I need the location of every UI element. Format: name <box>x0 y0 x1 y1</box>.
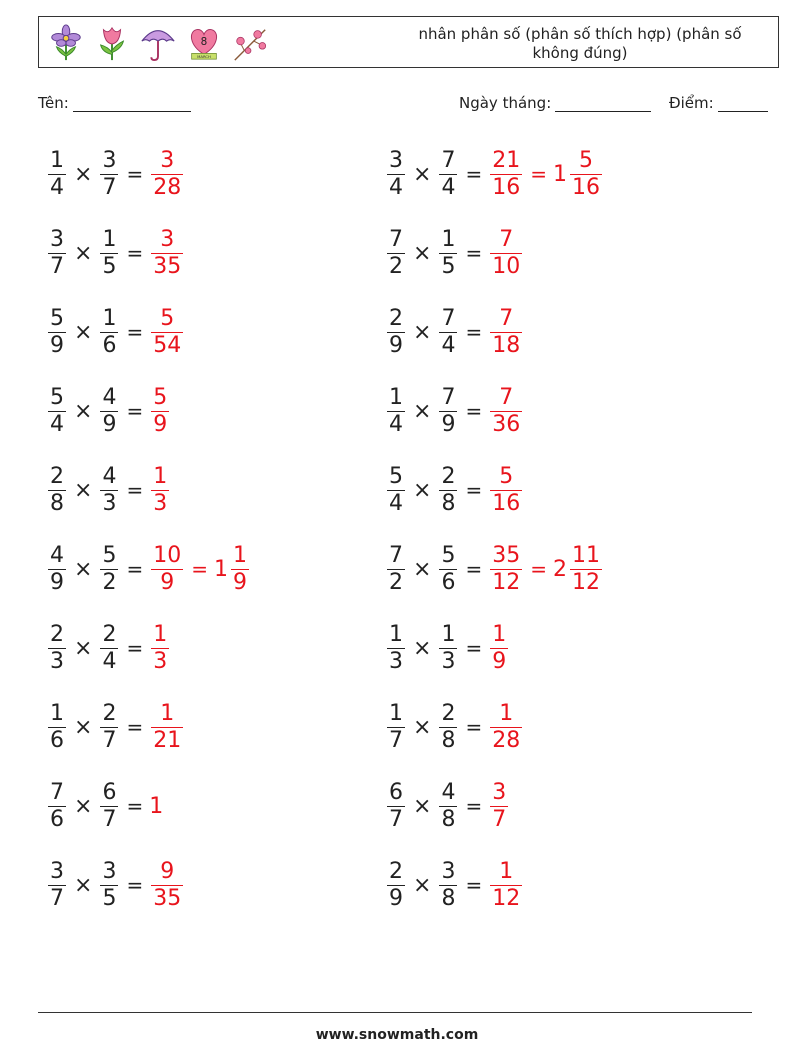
problem-6 <box>385 297 524 367</box>
fraction <box>439 306 457 359</box>
numerator: 1 <box>50 147 64 173</box>
answer <box>488 701 524 754</box>
equals-sign: = <box>465 399 483 423</box>
answer <box>149 385 171 438</box>
denominator: 16 <box>492 490 521 516</box>
times-sign: × <box>413 635 432 661</box>
answer <box>149 306 185 359</box>
numerator: 4 <box>102 463 117 489</box>
numerator: 1 <box>499 858 514 884</box>
answer <box>149 794 164 819</box>
times-sign: × <box>74 872 93 898</box>
denominator: 7 <box>50 253 64 279</box>
denominator: 4 <box>50 411 64 437</box>
numerator: 5 <box>50 384 64 410</box>
fraction <box>100 543 118 596</box>
fraction <box>48 148 66 201</box>
denominator: 5 <box>441 253 456 279</box>
denominator: 18 <box>492 332 521 358</box>
numerator: 5 <box>499 463 514 489</box>
numerator: 21 <box>492 147 521 173</box>
equals-sign: = <box>126 241 144 265</box>
problem-17 <box>46 771 164 841</box>
times-sign: × <box>74 635 93 661</box>
times-sign: × <box>413 872 432 898</box>
numerator: 2 <box>441 463 456 489</box>
fraction <box>439 148 457 201</box>
problem-20 <box>385 850 524 920</box>
denominator: 9 <box>492 648 507 674</box>
fraction <box>490 701 522 754</box>
equals-sign: = <box>465 241 483 265</box>
answer <box>488 227 524 280</box>
fraction <box>100 859 118 912</box>
fraction <box>48 622 66 675</box>
numerator: 3 <box>50 226 64 252</box>
fraction <box>439 622 457 675</box>
answer <box>488 464 524 517</box>
times-sign: × <box>74 161 93 187</box>
numerator: 1 <box>232 542 247 568</box>
numerator: 5 <box>102 542 117 568</box>
equals-sign: = <box>126 794 144 818</box>
equals-sign: = <box>465 636 483 660</box>
numerator: 1 <box>492 621 507 647</box>
fraction <box>490 148 522 201</box>
numerator: 2 <box>50 621 64 647</box>
denominator: 9 <box>389 332 403 358</box>
mixed-whole: 1 <box>213 556 228 582</box>
denominator: 7 <box>50 885 64 911</box>
numerator: 3 <box>160 147 175 173</box>
fraction <box>48 306 66 359</box>
equals-sign: = <box>191 557 208 581</box>
denominator: 4 <box>50 174 64 200</box>
numerator: 4 <box>50 542 64 568</box>
numerator: 5 <box>50 305 64 331</box>
fraction <box>490 622 508 675</box>
denominator: 3 <box>389 648 403 674</box>
mixed-whole: 2 <box>552 556 567 582</box>
answer <box>488 306 524 359</box>
fraction <box>387 464 405 517</box>
denominator: 35 <box>153 885 182 911</box>
denominator: 7 <box>102 174 117 200</box>
numerator: 35 <box>492 542 521 568</box>
equals-sign: = <box>126 557 144 581</box>
fraction <box>100 780 118 833</box>
denominator: 6 <box>50 727 64 753</box>
fraction <box>48 780 66 833</box>
problem-1 <box>46 139 185 209</box>
problem-11 <box>46 534 251 604</box>
fraction <box>439 385 457 438</box>
times-sign: × <box>413 398 432 424</box>
fraction <box>439 701 457 754</box>
problem-4 <box>385 218 524 288</box>
denominator: 9 <box>50 332 64 358</box>
denominator: 6 <box>441 569 456 595</box>
denominator: 9 <box>102 411 117 437</box>
denominator: 5 <box>102 253 117 279</box>
numerator: 11 <box>571 542 600 568</box>
fraction <box>490 543 522 596</box>
answer <box>488 780 510 833</box>
denominator: 7 <box>102 806 117 832</box>
times-sign: × <box>74 477 93 503</box>
fraction <box>387 148 405 201</box>
equals-sign: = <box>530 162 547 186</box>
denominator: 3 <box>102 490 117 516</box>
problem-2 <box>385 139 604 209</box>
fraction <box>490 306 522 359</box>
denominator: 4 <box>102 648 117 674</box>
fraction <box>100 464 118 517</box>
numerator: 5 <box>160 305 175 331</box>
equals-sign: = <box>126 399 144 423</box>
numerator: 7 <box>389 542 403 568</box>
numerator: 1 <box>389 700 403 726</box>
fraction <box>387 306 405 359</box>
fraction <box>490 385 522 438</box>
fraction <box>48 701 66 754</box>
answer <box>149 543 251 596</box>
date-label: Ngày tháng: <box>459 94 552 112</box>
fraction <box>439 543 457 596</box>
denominator: 3 <box>153 490 168 516</box>
answer <box>149 859 185 912</box>
denominator: 12 <box>571 569 600 595</box>
numerator: 7 <box>441 384 456 410</box>
times-sign: × <box>74 240 93 266</box>
denominator: 3 <box>50 648 64 674</box>
denominator: 8 <box>441 806 456 832</box>
numerator: 1 <box>153 621 168 647</box>
times-sign: × <box>413 477 432 503</box>
equals-sign: = <box>465 794 483 818</box>
answer <box>488 148 604 201</box>
numerator: 1 <box>50 700 64 726</box>
answer <box>488 385 524 438</box>
fraction <box>570 543 602 596</box>
denominator: 54 <box>153 332 182 358</box>
problem-13 <box>46 613 171 683</box>
denominator: 2 <box>389 253 403 279</box>
fraction <box>151 543 183 596</box>
denominator: 21 <box>153 727 182 753</box>
fraction <box>439 780 457 833</box>
fraction <box>151 148 183 201</box>
footer-url: www.snowmath.com <box>315 1027 479 1043</box>
numerator: 7 <box>441 305 456 331</box>
numerator: 6 <box>102 779 117 805</box>
times-sign: × <box>74 793 93 819</box>
denominator: 8 <box>441 885 456 911</box>
numerator: 1 <box>153 463 168 489</box>
numerator: 3 <box>50 858 64 884</box>
denominator: 36 <box>492 411 521 437</box>
fraction <box>48 464 66 517</box>
equals-sign: = <box>530 557 547 581</box>
heart-sublabel: MARCH <box>197 54 211 60</box>
denominator: 9 <box>153 411 168 437</box>
fraction <box>151 227 183 280</box>
fraction <box>100 227 118 280</box>
heart-label: 8 <box>200 35 208 48</box>
fraction <box>48 227 66 280</box>
times-sign: × <box>413 161 432 187</box>
problem-10 <box>385 455 524 525</box>
denominator: 4 <box>389 174 403 200</box>
equals-sign: = <box>126 162 144 186</box>
answer <box>149 227 185 280</box>
denominator: 9 <box>389 885 403 911</box>
equals-sign: = <box>465 320 483 344</box>
answer <box>149 622 171 675</box>
fraction <box>387 227 405 280</box>
fraction <box>439 464 457 517</box>
times-sign: × <box>74 714 93 740</box>
fraction <box>151 385 169 438</box>
times-sign: × <box>413 556 432 582</box>
denominator: 8 <box>50 490 64 516</box>
fraction <box>387 701 405 754</box>
fraction <box>439 227 457 280</box>
denominator: 12 <box>492 569 521 595</box>
denominator: 3 <box>441 648 456 674</box>
mixed-whole: 1 <box>552 161 567 187</box>
problem-5 <box>46 297 185 367</box>
times-sign: × <box>74 398 93 424</box>
numerator: 3 <box>441 858 456 884</box>
fraction <box>151 464 169 517</box>
times-sign: × <box>74 319 93 345</box>
denominator: 4 <box>389 411 403 437</box>
denominator: 6 <box>102 332 117 358</box>
answer-whole: 1 <box>149 793 164 819</box>
times-sign: × <box>413 714 432 740</box>
problem-15 <box>46 692 185 762</box>
problem-18 <box>385 771 510 841</box>
fraction <box>387 622 405 675</box>
numerator: 5 <box>153 384 168 410</box>
numerator: 3 <box>389 147 403 173</box>
numerator: 7 <box>441 147 456 173</box>
denominator: 7 <box>389 806 403 832</box>
denominator: 7 <box>492 806 507 832</box>
numerator: 10 <box>153 542 182 568</box>
numerator: 1 <box>102 226 117 252</box>
fraction <box>387 780 405 833</box>
numerator: 2 <box>102 700 117 726</box>
fraction <box>387 385 405 438</box>
numerator: 7 <box>499 226 514 252</box>
numerator: 4 <box>102 384 117 410</box>
denominator: 4 <box>441 174 456 200</box>
fraction <box>100 701 118 754</box>
times-sign: × <box>413 240 432 266</box>
numerator: 1 <box>441 226 456 252</box>
answer <box>488 859 524 912</box>
fraction <box>570 148 602 201</box>
denominator: 8 <box>441 490 456 516</box>
worksheet-title: nhân phân số (phân số thích hợp) (phân số không đúng) <box>418 25 742 62</box>
fraction <box>48 385 66 438</box>
equals-sign: = <box>465 715 483 739</box>
problem-3 <box>46 218 185 288</box>
numerator: 7 <box>499 384 514 410</box>
numerator: 2 <box>102 621 117 647</box>
denominator: 3 <box>153 648 168 674</box>
problem-14 <box>385 613 510 683</box>
fraction <box>151 859 183 912</box>
problem-9 <box>46 455 171 525</box>
numerator: 3 <box>160 226 175 252</box>
numerator: 2 <box>389 305 403 331</box>
numerator: 3 <box>102 858 117 884</box>
fraction <box>100 306 118 359</box>
fraction <box>151 622 169 675</box>
numerator: 1 <box>499 700 514 726</box>
denominator: 35 <box>153 253 182 279</box>
denominator: 9 <box>50 569 64 595</box>
equals-sign: = <box>465 557 483 581</box>
times-sign: × <box>413 319 432 345</box>
denominator: 12 <box>492 885 521 911</box>
denominator: 6 <box>50 806 64 832</box>
numerator: 1 <box>160 700 175 726</box>
score-label: Điểm: <box>669 94 714 112</box>
numerator: 6 <box>389 779 403 805</box>
numerator: 2 <box>50 463 64 489</box>
numerator: 3 <box>102 147 117 173</box>
fraction <box>100 148 118 201</box>
fraction <box>490 780 508 833</box>
denominator: 7 <box>389 727 403 753</box>
equals-sign: = <box>126 636 144 660</box>
denominator: 2 <box>389 569 403 595</box>
problem-7 <box>46 376 171 446</box>
problem-12 <box>385 534 604 604</box>
denominator: 8 <box>441 727 456 753</box>
numerator: 2 <box>389 858 403 884</box>
numerator: 7 <box>50 779 64 805</box>
denominator: 2 <box>102 569 117 595</box>
numerator: 1 <box>441 621 456 647</box>
fraction <box>151 306 183 359</box>
numerator: 5 <box>578 147 593 173</box>
fraction <box>490 227 522 280</box>
denominator: 4 <box>389 490 403 516</box>
denominator: 9 <box>160 569 175 595</box>
times-sign: × <box>74 556 93 582</box>
times-sign: × <box>413 793 432 819</box>
fraction <box>48 859 66 912</box>
fraction <box>231 543 249 596</box>
fraction <box>48 543 66 596</box>
answer <box>149 464 171 517</box>
denominator: 9 <box>232 569 247 595</box>
numerator: 7 <box>389 226 403 252</box>
footer-divider <box>38 1012 752 1013</box>
equals-sign: = <box>126 478 144 502</box>
fraction <box>387 543 405 596</box>
fraction <box>387 859 405 912</box>
denominator: 28 <box>492 727 521 753</box>
denominator: 5 <box>102 885 117 911</box>
equals-sign: = <box>465 873 483 897</box>
problem-8 <box>385 376 524 446</box>
equals-sign: = <box>465 478 483 502</box>
answer <box>488 622 510 675</box>
numerator: 4 <box>441 779 456 805</box>
answer <box>149 148 185 201</box>
denominator: 16 <box>571 174 600 200</box>
equals-sign: = <box>126 320 144 344</box>
numerator: 5 <box>389 463 403 489</box>
denominator: 10 <box>492 253 521 279</box>
equals-sign: = <box>126 873 144 897</box>
fraction <box>490 464 522 517</box>
denominator: 16 <box>492 174 521 200</box>
fraction <box>151 701 183 754</box>
numerator: 7 <box>499 305 514 331</box>
denominator: 4 <box>441 332 456 358</box>
numerator: 1 <box>102 305 117 331</box>
fraction <box>100 622 118 675</box>
numerator: 3 <box>492 779 507 805</box>
fraction <box>490 859 522 912</box>
fraction <box>439 859 457 912</box>
equals-sign: = <box>465 162 483 186</box>
denominator: 28 <box>153 174 182 200</box>
numerator: 1 <box>389 621 403 647</box>
equals-sign: = <box>126 715 144 739</box>
denominator: 7 <box>102 727 117 753</box>
numerator: 9 <box>160 858 175 884</box>
numerator: 1 <box>389 384 403 410</box>
numerator: 2 <box>441 700 456 726</box>
fraction <box>100 385 118 438</box>
numerator: 5 <box>441 542 456 568</box>
problem-16 <box>385 692 524 762</box>
name-label: Tên: <box>38 94 69 112</box>
answer <box>488 543 604 596</box>
problem-19 <box>46 850 185 920</box>
denominator: 9 <box>441 411 456 437</box>
answer <box>149 701 185 754</box>
